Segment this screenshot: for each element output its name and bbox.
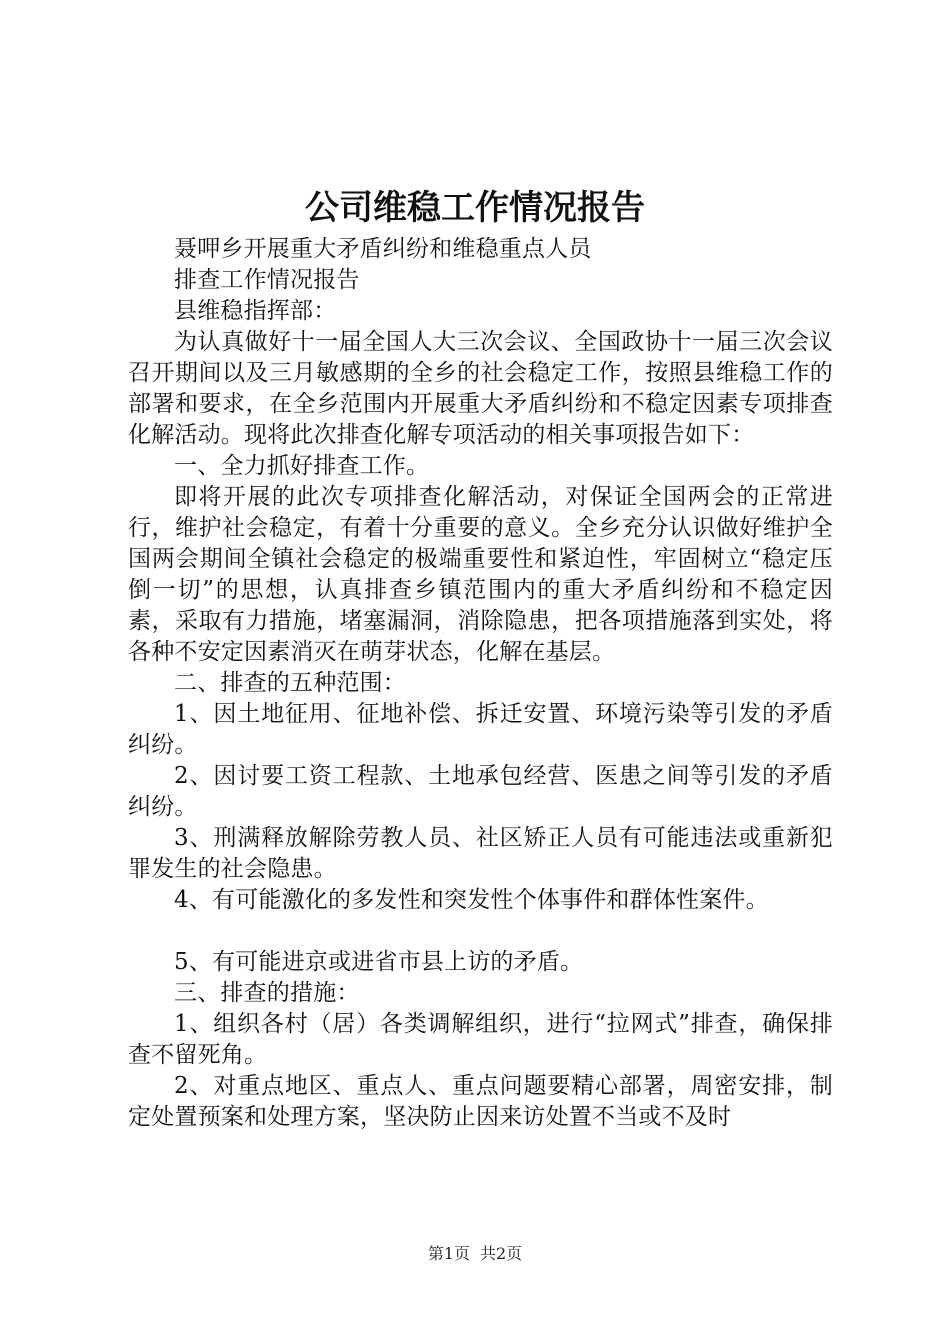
section-heading-1: 一、全力抓好排查工作。 bbox=[174, 453, 430, 479]
list-item-measure-2: 2、对重点地区、重点人、重点问题要精心部署，周密安排，制定处置预案和处理方案，坚决防止因来访处置不当或不及时 bbox=[128, 1073, 833, 1130]
section-heading-3: 三、排查的措施： bbox=[174, 980, 360, 1006]
paragraph-intro: 为认真做好十一届全国人大三次会议、全国政协十一届三次会议召开期间以及三月敏感期的全乡的社会稳定工作，按照县维稳工作的部署和要求，在全乡范围内开展重大矛盾纠纷和不稳定因素专项排查化解活动。现将此次排查化解专项活动的相关事项报告如下： bbox=[128, 329, 833, 448]
document-title: 公司维稳工作情况报告 bbox=[305, 188, 645, 228]
list-item-scope-5: 5、有可能进京或进省市县上访的矛盾。 bbox=[174, 949, 584, 975]
paragraph-section-1: 即将开展的此次专项排查化解活动，对保证全国两会的正常进行，维护社会稳定，有着十分重要的意义。全乡充分认识做好维护全国两会期间全镇社会稳定的极端重要性和紧迫性，牢固树立“稳定压倒一切”的思想，认真排查乡镇范围内的重大矛盾纠纷和不稳定因素，采取有力措施，堵塞漏洞，消除隐患，把各项措施落到实处，将各种不安定因素消灭在萌芽状态，化解在基层。 bbox=[128, 484, 833, 665]
document-body bbox=[128, 234, 833, 1133]
page-number: 第1页 bbox=[427, 1244, 470, 1263]
page-footer bbox=[0, 1243, 950, 1265]
list-item-scope-4: 4、有可能激化的多发性和突发性个体事件和群体性案件。 bbox=[174, 887, 769, 913]
paragraph-addressee: 县维稳指挥部： bbox=[174, 298, 337, 324]
paragraph-subtitle-line-2: 排查工作情况报告 bbox=[174, 267, 360, 293]
list-item-scope-2: 2、因讨要工资工程款、土地承包经营、医患之间等引发的矛盾纠纷。 bbox=[128, 763, 833, 820]
list-item-measure-1: 1、组织各村（居）各类调解组织，进行“拉网式”排查，确保排查不留死角。 bbox=[128, 1011, 833, 1068]
list-item-scope-1: 1、因土地征用、征地补偿、拆迁安置、环境污染等引发的矛盾纠纷。 bbox=[128, 701, 833, 758]
section-heading-2: 二、排查的五种范围： bbox=[174, 670, 406, 696]
paragraph-subtitle-line-1: 聂呷乡开展重大矛盾纠纷和维稳重点人员 bbox=[174, 236, 592, 262]
list-item-scope-3: 3、刑满释放解除劳教人员、社区矫正人员有可能违法或重新犯罪发生的社会隐患。 bbox=[128, 825, 833, 882]
page-total: 共2页 bbox=[480, 1244, 523, 1263]
